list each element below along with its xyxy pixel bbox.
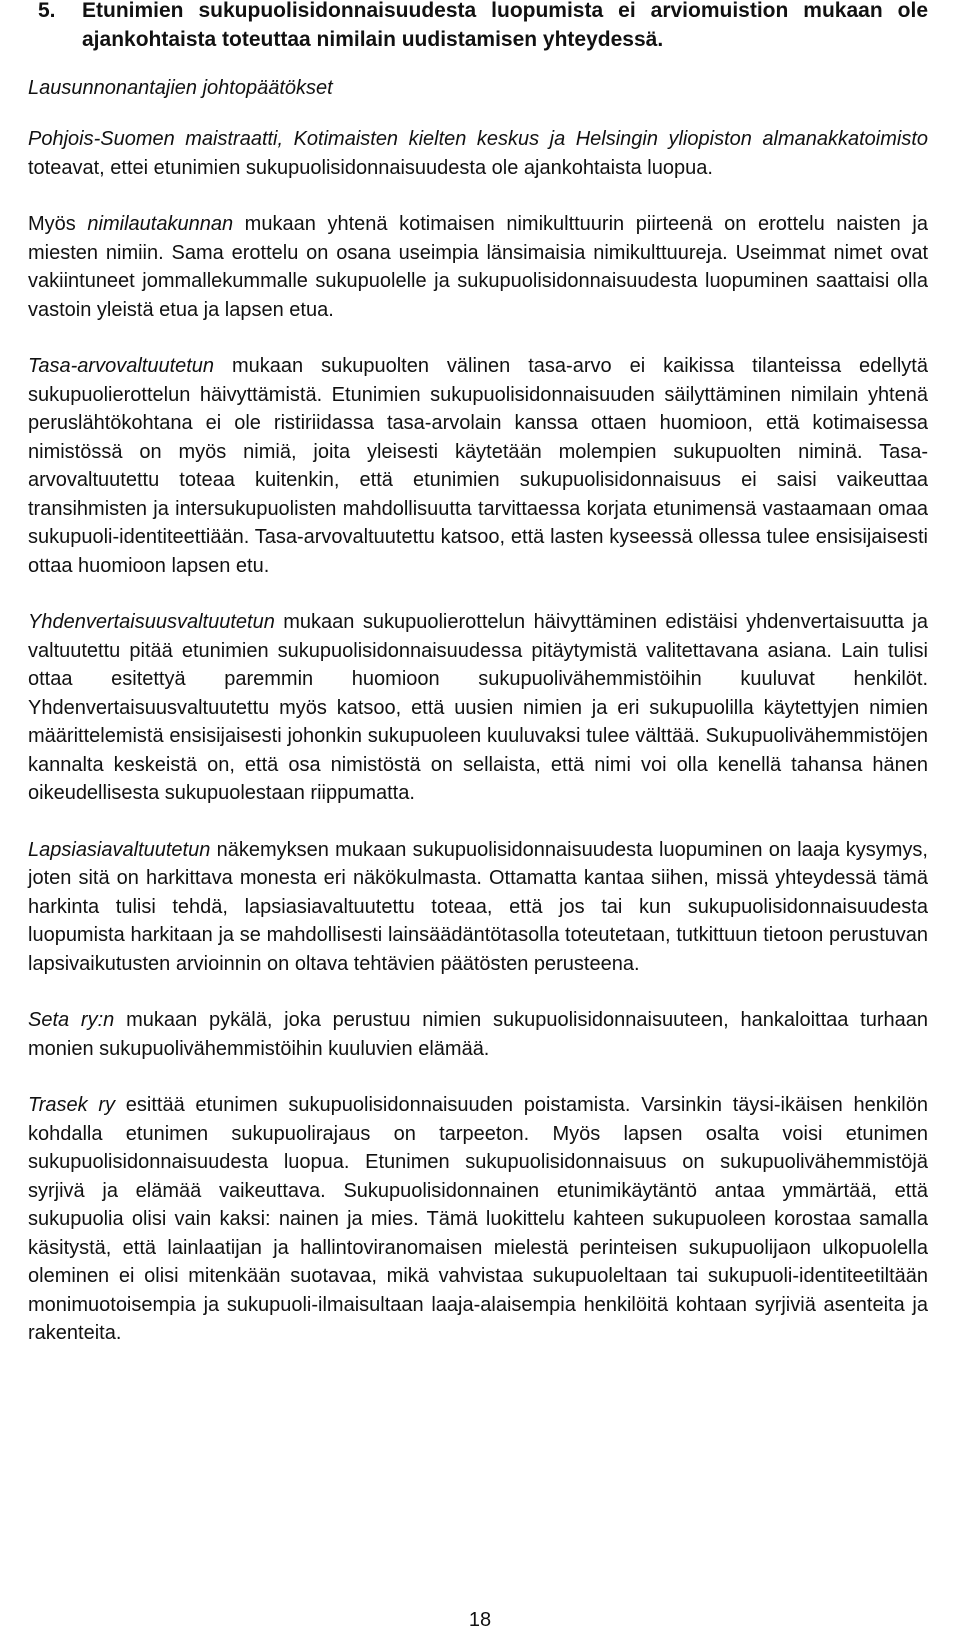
- paragraph-lead: nimilautakunnan: [87, 213, 234, 235]
- subheading-conclusions: Lausunnonantajien johtopäätökset: [28, 77, 333, 99]
- paragraph-body: mukaan pykälä, joka perustuu nimien sukupuolisidonnaisuuteen, hankaloittaa turhaan monien sukupuolivähemmistöihin kuuluvien elämää.: [28, 1009, 928, 1060]
- page-number: 18: [468, 1609, 492, 1631]
- paragraph-tasa-arvovaltuutettu: [28, 352, 928, 580]
- section-heading: [28, 0, 928, 54]
- paragraph-body: mukaan yhtenä kotimaisen nimikulttuurin piirteenä on erottelu naisten ja miesten nimiin. Sama erottelu on osana useimpia länsimaisia nimikulttuureja. Useimmat nimet ovat vakiintuneet jommallekummalle sukupuolelle ja sukupuolisidonnaisuudesta luopuminen saattaisi olla vastoin yleistä etua ja lapsen etua.: [28, 213, 928, 321]
- paragraph-lead: Pohjois-Suomen maistraatti, Kotimaisten kielten keskus ja Helsingin yliopiston almanakkatoimisto: [28, 128, 928, 150]
- paragraph-lead: Seta ry:n: [28, 1009, 115, 1031]
- paragraph-seta: [28, 1006, 928, 1063]
- paragraph-lapsiasiavaltuutettu: [28, 836, 928, 979]
- paragraph-body: esittää etunimen sukupuolisidonnaisuuden poistamista. Varsinkin täysi-ikäisen henkilön kohdalla etunimen sukupuolirajaus on tarpeeton. Myös lapsen osalta voisi etunimen sukupuolisidonnaisuudesta luopua. Etunimen sukupuolisidonnaisuus on sukupuolivähemmistöjä syrjivä ja elämää vaikeuttava. Sukupuolisidonnainen etunimikäytäntö antaa ymmärtää, että sukupuolia olisi vain kaksi: nainen ja mies. Tämä luokittelu kahteen sukupuoleen korostaa samalla käsitystä, että lainlaatijan ja hallintoviranomaisen mielestä perinteisen sukupuolijaon ulkopuolella oleminen ei olisi mitenkään suotavaa, mikä vahvistaa sukupuoleltaan tai sukupuoli-identiteetiltään monimuotoisempia ja sukupuoli-ilmaisultaan laaja-alaisempia henkilöitä kohtaan syrjiviä asenteita ja rakenteita.: [28, 1094, 928, 1344]
- paragraph-maistraatti: [28, 125, 928, 182]
- paragraph-prefix: Myös: [28, 213, 88, 235]
- section-number: 5.: [38, 0, 56, 22]
- paragraph-lead: Trasek ry: [28, 1094, 116, 1116]
- paragraph-body: toteavat, ettei etunimien sukupuolisidonnaisuudesta ole ajankohtaista luopua.: [28, 156, 713, 179]
- paragraph-nimilautakunta: [28, 210, 928, 324]
- paragraph-body: mukaan sukupuolierottelun häivyttäminen edistäisi yhdenvertaisuutta ja valtuutettu pitää etunimien sukupuolisidonnaisuudessa pitäytymistä valitettavana asiana. Lain tulisi ottaa esitettyä paremmin huomioon sukupuolivähemmistöihin kuuluvat henkilöt. Yhdenvertaisuusvaltuutettu myös katsoo, että uusien nimien ja eri sukupuolilla käytettyjen nimien määrittelemistä ensisijaisesti johonkin sukupuoleen kuuluvaksi tulee välttää. Sukupuolivähemmistöjen kannalta keskeistä on, että osa nimistöstä on sellaista, että nimi voi olla kenellä tahansa hänen oikeudellisesta sukupuolestaan riippumatta.: [28, 611, 928, 804]
- paragraph-body: mukaan sukupuolten välinen tasa-arvo ei kaikissa tilanteissa edellytä sukupuolierottelun häivyttämistä. Etunimien sukupuolisidonnaisuuden säilyttäminen nimilain yhtenä peruslähtökohtana ei ole ristiriidassa tasa-arvolain kanssa ottaen huomioon, että kotimaisessa nimistössä on myös nimiä, joita yleisesti käytetään molempien sukupuolten niminä. Tasa-arvovaltuutettu toteaa kuitenkin, että etunimien sukupuolisidonnaisuus ei saisi vaikeuttaa transihmisten ja intersukupuolisten mahdollisuutta tarvittaessa korjata etunimensä vastaamaan omaa sukupuoli-identiteettiään. Tasa-arvovaltuutettu katsoo, että lasten kyseessä ollessa tulee ensisijaisesti ottaa huomioon lapsen etu.: [28, 355, 928, 577]
- paragraph-trasek: [28, 1091, 928, 1348]
- paragraph-lead: Yhdenvertaisuusvaltuutetun: [28, 611, 275, 633]
- paragraph-body: näkemyksen mukaan sukupuolisidonnaisuudesta luopuminen on laaja kysymys, joten sitä on harkittava monesta eri näkökulmasta. Ottamatta kantaa siihen, missä yhteydessä tämä harkinta tulisi tehdä, lapsiasiavaltuutettu toteaa, että jos tai kun sukupuolisidonnaisuudesta luopumista harkitaan ja se mahdollisesti lainsäädäntötasolla toteutetaan, tutkittuun tietoon perustuvan lapsivaikutusten arvioinnin on oltava tehtävien päätösten perusteena.: [28, 838, 928, 975]
- paragraph-lead: Lapsiasiavaltuutetun: [28, 838, 211, 861]
- document-page: [28, 0, 928, 1348]
- paragraph-lead: Tasa-arvovaltuutetun: [28, 355, 215, 377]
- section-title: Etunimien sukupuolisidonnaisuudesta luopumista ei arviomuistion mukaan ole ajankohtaista toteuttaa nimilain uudistamisen yhteydessä.: [82, 0, 928, 51]
- paragraph-yhdenvertaisuusvaltuutettu: [28, 608, 928, 808]
